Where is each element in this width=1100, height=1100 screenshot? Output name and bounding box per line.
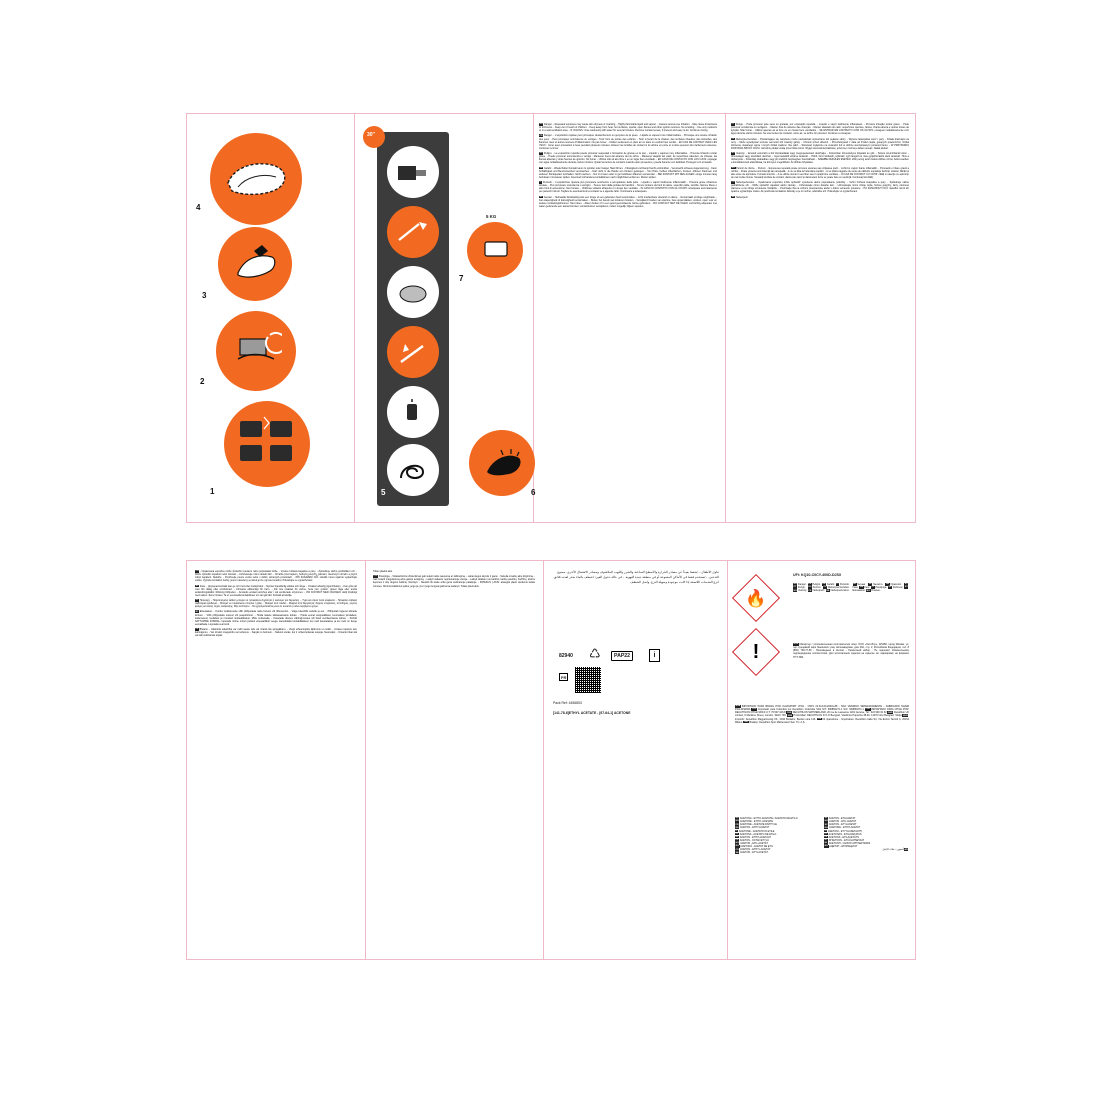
shoe-sole-icon [224,157,290,201]
hazard-text: Fara. - Upprepad kontakt kan ge torr hud eller hudsprickor. - Mycket brandfarlig vätska och ånga. - Orsakar allvarlig ögonirritation. - Kan göra att man blir dåsig eller omtöcknad. - Förvaras oåtkomligt för barn. - Får inte utsättas för värme, heta ytor, gnistor, öppen låga eller andra antändningskällor. Rökning förbjuden. - Används endast utomhus eller i väl ventilerade utrymmen. - VID KONTAKT MED ÖGONEN: skölj försiktigt med vatten i flera minuter. Ta ur eventuella kontaktlinser om det går lätt. Fortsätt att skölja. [195,584,357,597]
glue-swirl-icon [393,454,433,488]
lang-flag: DE [822,583,826,586]
product-name: ACETONE - ETHYL ACETATE [739,820,774,824]
triman-fr-icon: FR [561,674,567,680]
instruction-illustrations [188,115,355,521]
lang-flag: HUN [902,714,908,717]
top-text-column-3 [539,123,717,517]
hazard-word: Opasnost. [890,583,902,586]
hazard-text: Gevaar. - Herhaalde blootstelling kan een droge of een gebarsten huid veroorzaken. - Licht ontvlambare vloeistof en damp. - Veroorzaakt ernstige oogirritatie. - Kan slaperigheid of duizeligheid veroorzaken. - Buiten het bereik van kinderen houden. - Verwijderd houden van warmte, hete oppervlakken, vonken, open vuur en andere ontstekingsbronnen. Niet roken. - Alleen buiten of in een goed geventileerde ruimte gebruiken. - BIJ CONTACT MET DE OGEN: voorzichtig afspoelen met water gedurende een aantal minuten; contactlenzen verwijderen, indien mogelijk; blijven spoelen. [539,195,717,208]
bottom-text-column-2 [373,570,535,954]
hazard-text: Danger. - Repeated exposure may cause skin dryness or cracking. - Highly flammable liquid and vapour. - Causes serious eye irritation. - May cause drowsiness or dizziness. - Keep out of reach of children. - Keep away from heat, hot surfaces, sparks, open flames and other ignition sources. No smoking. - Use only outdoors or in a well-ventilated area. - IF IN EYES: rinse cautiously with water for several minutes. Remove contact lenses, if present and easy to do. Continue rinsing. [539,123,717,133]
hazard-word: Nevarno. [873,583,883,586]
lang-flag: ET [904,586,908,589]
importer-text: Importőr: Decathlon Magyarország Kft., 2040 Budaörs, Baross utca 146. [735,717,816,721]
apply-pressure-icon [395,338,431,368]
hazard-text: Peligro. - La exposición repetida puede provocar sequedad o formación de grietas en la piel. - Líquido y vapores muy inflamables. - Provoca irritación ocular grave. - Puede provocar somnolencia o vértigo - Mantener fuera del alcance de los niños. - Mantener alejado del calor, de superficies calientes, de chispas, las llamas abiertas y otras fuentes de ignición. No fumar. - Utilizar sólo al aire libre o en un lugar bien ventilado. - EN CASO DE CONTACTO CON LOS OJOS: enjuagar con agua cuidadosamente durante varios minutos. Quitar las lentes de contacto cuando estén presentes y pueda hacerse con facilidad. Proseguir con el lavado. [539,152,717,165]
top-leaflet-panel [186,113,916,523]
product-name: ACETONS - ETILACETĀTS [828,835,859,839]
lang-flag: SL [824,817,828,820]
product-name: ACETON - ETHYLACETAT [739,826,770,830]
lang-flag: LT2 [373,575,378,578]
hazard-text: Danger. - L'exposition répétée peut provoquer dessèchement ou gerçures de la peau. - Liquide et vapeurs très inflammables. - Provoque une sévère irritation des yeux. - Peut provoquer somnolence ou vertiges - Tenir hors de portée des enfants. - Tenir à l'écart de la chaleur, des surfaces chaudes, des étincelles, des flammes nues et autres sources d'inflammation. Ne pas fumer. - Utiliser seulement en plein air ou dans un endroit bien ventilé. - EN CAS DE CONTACT AVEC LES YEUX : rincer avec précaution à l'eau pendant plusieurs minutes. Enlever les lentilles de contact si la victime en porte et si elles peuvent être facilement enlevées. Continuer à rincer. [539,134,717,150]
glue-tube-icon [395,158,431,188]
hazard-text: Pavojinga. - Videkartotinis užsiteršimas gali sukelti odos sausumą ar skilinėjimą. - Labai degus skystis ir garai. - Sukelia smarkų akių dirginimą. - Gali sukelti mieguistumą arba galvos svaigimą. - Laikyti vaikams neprieinamoje vietoje. - Laikyti atokiau nuo karščio, karštų paviršių, žiežirbų, atviros liepsnos ir kitų degimo šaltinių. Nerūkyti. - Naudoti tik lauke arba gerai vėdinamoje patalpoje. - PATEKUS Į AKIS: atsargiai plauti vandeniu kelias minutes. Išimti kontaktinius lęšius, jeigu jie yra ir jeigu lengvai galima tai padaryti. Toliau plauti akis. [373,575,535,588]
lang-flag: EN [793,583,797,586]
hazard-text: Pericol de rănire. - Pericol. - Expunerea repetată poate provoca uscarea sau crăparea pielii. - Lichid şi vapori foarte inflamabili. - Provoacă o iritare gravă a ochilor. - Poate provoca somnolenţă sau ameţeală. - A nu se lăsa la îndemâna copiilor. - A se păstra departe de surse de căldură, suprafeţe fierbinţi, scântei, flăcări şi alte surse de aprindere. Fumatul interzis. - A se utiliza numai în aer liber sau în spaţii bine ventilate. - ÎN CAZ DE CONTACT CU OCHII: clătiţi cu atenţie cu apă timp de mai multe minute. Scoateţi lentilele de contact, dacă este cazul şi dacă acest lucru se poate face cu uşurinţă. Continuaţi să clătiţi. [731,166,909,179]
patch-kit-icon [236,415,298,473]
squeeze-bottle-icon [395,398,431,428]
hazard-text: Προσοχή. - Παρατεταμένη έκθεση μπορεί να προκαλέσει ξηρότητα ή σκάσιμο του δέρματος. - Υγρό και ατμοί πολύ εύφλεκτα. - Προκαλεί σοβαρό οφθαλμικό ερεθισμό. - Μπορεί να προκαλέσει υπνηλία ή ζάλη. - Μακριά από παιδιά. - Μακριά από θερμότητα, θερμές επιφάνειες, σπινθήρες, γυμνές φλόγες και άλλες πηγές ανάφλεξης. Μην καπνίζετε. - Να χρησιμοποιείται μόνο σε ανοικτό ή καλά αεριζόμενο χώρο. [195,599,357,609]
hazard-word: Niebezpieczeństwo. [827,586,850,590]
product-name: أسيتون - خلات الإيثيل [882,848,904,852]
timer-label: 30″ [367,132,375,138]
lang-flag: BRA [735,705,741,708]
hazard-text: Perigo. - Pode provocar pele seca ou gretada, por exposição repetida. - Líquido e vapor facilmente inflamáveis. - Provoca irritação ocular grave. - Pode provocar sonolência ou vertigens. - Manter fora do alcance das crianças. - Manter afastado do calor, superfícies quentes, faísca, chama aberta e outras fontes de ignição. Não fumar. - Utilizar apenas ao ar livre ou em locais bem ventilados. - SE ENTRAR EM CONTACTO COM OS OLHOS: enxaguar cuidadosamente com água durante vários minutos. Se usar lentes de contacto, retire-as, se tal lhe for possível. Continue a enxaguar. [731,123,909,136]
lang-flag: LV [824,836,828,839]
info-booklet-icon: i [649,649,660,662]
lang-flag: DE [539,166,543,169]
lang-flag: HR [886,583,890,586]
lang-flag: LT [871,586,875,589]
arabic-hazard-text: تناول الأطفال. - يُحفظ بعيداً عن مصادر الحرارة والأسطح الساخنة والشرر واللهب المكشوف ومصادر الاشتعال الأخرى. ممنوع التدخين. - يُستخدم فقط في الأماكن المفتوحة أو في منطقة جيدة التهوية. - في حالة دخول العين: اشطف بالماء بحذر لعدة دقائق. انزع العدسات اللاصقة إذا كانت موجودة وسهلة النزع. واصل الشطف. [553,570,719,584]
lang-flag: DA [859,586,864,589]
lang-flag: SRB [787,714,793,717]
importer-text: IMPORTADO PARA BRASIL POR IGUASPORT LTDA - CNPJ 02.314.041/0001-88 - NÃO VENDIDO SEPARADAMENTE - FABRICADO NA/EM INGLATERRA [735,705,909,712]
product-name: ACETONA - ACETATO DE ETILO [739,832,777,836]
lang-flag: RO [735,845,739,848]
hazard-word: Опасно. [871,589,881,593]
lang-flag: ES [735,817,739,820]
lang-flag: SV [824,823,828,826]
lang-flag: PL [823,586,827,589]
weight-on-patch-icon [479,236,513,266]
lang-flag: ES [539,152,543,155]
lang-flag: NL [735,836,739,839]
hazard-word: Perigo. [797,586,806,590]
product-name: ΑΚΕΤΟΝΗ - ΟΞΙΚΟΣ ΑΙΘΥΛΕΣΤΕΡΑΣ [828,842,871,845]
step-number-2: 2 [200,377,205,386]
importer-text: İthalatçı: Decathlon Spor Malzemeleri San. Tic. A.Ş. [749,720,806,724]
lang-flag: PT [793,586,797,589]
bottom-leaflet-panel [186,560,916,960]
qr-code [575,667,601,693]
spread-glue-icon [395,218,431,248]
lang-flag: FR [539,134,543,137]
product-name: ACETONE - ACETATO DI ETILE [738,829,775,833]
lang-flag: PT [735,832,739,835]
importer-text: Importado para Colombia por Decathlon Colombia SAS NIT: 900860271-1 SIC: 900860271-1 [758,708,864,712]
step-number-7: 7 [459,274,464,283]
lang-flag: EN [539,123,543,126]
lang-flag: HU [735,842,739,845]
product-name: ACETÓN - ETYLACETÁT [739,851,769,855]
product-name: ACÉTONE - ACÉTATE D'ÉTHYLE [739,823,777,827]
lang-flag: EL [824,842,828,845]
lang-flag: ITA [817,717,822,720]
hazard-text: Pericolo. - L'esposizione ripetuta può provocare secchezza o screpolature della pelle. - Liquido e vapori facilmente infiammabili. - Provoca grave irritazione oculare. - Può provocare sonnolenza o vertigini. - Tenere fuori dalla portata dei bambini. - Tenere lontano da fonti di calore, superfici calde, scintille, fiamme libere o altre fonti di accensione. Non fumare. - Utilizzare soltanto all'aperto o in luogo ben ventilato. - IN CASO DI CONTATTO CON GLI OCCHI: sciacquare accuratamente per parecchi minuti. Togliere le eventuali lenti a contatto se è agevole farlo. Continuare a sciacquare. [539,181,717,194]
lang-flag: RO [731,166,735,169]
lang-flag: CS [808,589,812,592]
ufi-code: UFI: KQ10-C0CY-400D-DJSX [793,573,842,577]
hazard-text: Ettevaatust. - Korduv kokkupuude võib põhjustada naha kuivust või lõhenemist. - Väga tuleohtlik vedelik ja aur. - Põhjustab tugevat silmade ärritust. - Võib põhjustada unisust või peapööritust. - Hoida lastele kättesaamatus kohas. - Hoida eemal soojusallikast, kuumadest pindadest, sädemetest, leekidest ja muudest süüteallikatest. Mitte suitsetada. - Kasutada üksnes välitingimustes või hästi ventileeritavas kohas. - SILMA SATTUMISE KORRAL: loputada mitme minuti jooksul ettevaatlikult veega. Eemaldada kontaktläätsed, kui neid kasutatakse ja kui neid on kerge eemaldada. Loputada veel kord. [195,610,357,626]
step-number-4: 4 [196,203,201,212]
product-name: ATSETOON - ETÜÜLATSETAAT [828,838,865,842]
hazard-word: Pavojinga. [875,586,887,590]
lang-flag: AR [904,848,908,851]
finished-shoe-icon [483,446,523,482]
exclamation-hazard-icon: ! [732,628,780,676]
hazard-word: Veszély. [798,589,807,593]
hazard-word: Nebezpečí. [812,589,825,593]
hazard-word: Pericolo. [840,583,850,586]
lang-flag: SK [826,589,830,592]
hazard-word: Nebezpečenstvo. [830,589,850,593]
hazard-word: Danger. [797,583,807,586]
hazard-text: Nebezpečí. [735,195,749,199]
press-patch-icon [395,278,431,308]
lang-flag: EN [735,820,739,823]
hazard-text: Bīstami. - Atkārtota iedarbība var radīt sausu ādu vai izraisīt tās sprēgāšanu. - Viegli uzliesmojošs šķidrums un tvaiki. - Izraisa nopietnu acu kairinājumu. - Var izraisīt miegainību vai reiboņus. - Sargāt no bērniem. - Nelietot vietās, kur ir uzliesmošanas iespēja. Nesmēķēt. - Izmantot tikai ārā vai labi vēdināmās telpās. [195,628,357,638]
hazard-text: Veszély. - Ismételt expozíció a bőr kiszáradását vagy megrepedezését okozhatja. - Fokozottan tűzveszélyes folyadék és gőz. - Súlyos szemirritációt okoz. - Álmosságot vagy szédülést okozhat. - Gyermekektől elzárva tartandó. - Hőtől, forró felülettől, szikrától, nyílt lángtól és más gyújtóforrástól távol tartandó. Tilos a dohányzás. - Kizárólag szabadban vagy jól szellőző helyiségben használható. - SZEMBE KERÜLÉS ESETÉN: több percig tartó óvatos öblítés vízzel. Adott esetben a kontaktlencsék eltávolítása, ha könnyen megoldható. Az öblítés folytatása. [731,152,909,165]
lang-flag: FR [735,823,739,826]
pap-code: PAP22 [611,651,633,661]
product-name: ACETONAS - ETILACETATAS [828,832,862,836]
flame-hazard-icon: 🔥 [732,574,780,622]
lang-flag: PL [735,839,739,842]
bottom-text-column-1 [195,570,357,954]
product-name: ACETON - OCTAN ETYLU [739,838,769,842]
lang-flag: ET [824,839,828,842]
hazard-word-list [793,583,909,639]
product-name-block [735,817,909,855]
hazard-word: Gefahr. [826,583,835,586]
step-strip [377,132,449,506]
lang-flag: TUR [743,720,749,723]
step-number-1: 1 [210,487,215,496]
importer-text: Decathlon UK Limited, 9 Maritime Street, London, SE16 7FU [735,711,909,718]
lang-flag: SV [904,583,908,586]
product-name: ACETON - ETILACETAT [828,817,856,820]
product-name: АЦЕТОН - ЕТИЛАЦЕТАТ [829,845,858,849]
hazard-text: Niebezpieczeństwo. - Powtarzające się narażenie może powodować wysuszanie lub pękanie skóry. - Wysoce łatwopalna ciecz i pary. - Działa drażniąco na oczy. - Może wywoływać uczucie senności lub zawroty głowy. - Chronić przed dziećmi. - Przechowywać z dala od źródeł ciepła, gorących powierzchni, źródeł iskrzenia, otwartego ognia i innych źródeł zapłonu. Nie palić. - Stosować wyłącznie na zewnątrz lub w dobrze wentylowanym pomieszczeniu. - W PRZYPADKU DOSTANIA SIĘ DO OCZU: ostrożnie płukać wodą przez kilka minut. Wyjąć soczewki kontaktowe, jeżeli są i można je łatwo usunąć. Nadal płukać. [731,137,909,150]
lang-flag: HU [731,152,735,155]
lang-flag: CS [731,181,735,184]
product-name: ACETON - ETYLACETAT [828,823,857,827]
lang-flag: RO [808,586,812,589]
product-name: ACETONĂ - ACETAT DE ETIL [740,845,774,849]
lang-flag: CHE [786,711,792,714]
lang-flag: ET [195,610,199,613]
lang-flag: LV [195,628,199,631]
lang-flag: DE [735,826,739,829]
product-name: ASETONI - ETYYLIASETAATTI [827,829,863,833]
lang-flag: IT [836,583,839,586]
importer-text: Proizvođač: DECATHLON D.O.O Beograd, Vladimira Popovića 38-40, 11070 Novi Beograd, Srbija [793,714,902,718]
top-text-column-4 [731,123,909,517]
hazard-word: Fara. [852,586,859,590]
lang-flag: SK [735,851,739,854]
ean-number: 82940 [559,653,573,659]
lang-flag: FI [824,829,827,832]
importers-block [735,705,909,724]
cas-numbers: [141-78-6]ETHYL ACETATE - [67-64-1] ACETONE [553,711,631,715]
hazard-text: - Opakovaná expozice může způsobit vysušení nebo popraskání kůže. - Vysoce hořlavá kapalina a páry. - Způsobuje vážné podráždění očí. - Může způsobit ospalost nebo závratě. - Uchovávejte mimo dosah dětí. - Chraňte před teplem, horkými povrchy, jiskrami, otevřeným ohněm a jinými zdroji zapálení. Nekuřte. - Používejte pouze venku nebo v dobře větraných prostorách. - PŘI ZASAŽENÍ OČÍ: několik minut opatrně vyplachujte vodou. Vyjměte kontaktní čočky, jsou-li nasazeny a pokud je lze vyjmout snadno. Pokračujte ve vyplachování. [195,570,357,583]
lang-flag: HR [824,820,828,823]
lang-flag: SK [731,195,735,198]
importer-text: DECATHLON SWITZERLAND, 20 rue de Lausanne 1201 Genève, Tel : 022 900 32 32 [792,711,887,715]
importer-text: Kit riparazione - Importatore: Decathlon Italia Srl, Via Enrico Tazzoli 6, 20154 Milano [735,717,909,724]
lang-flag: LT [824,832,828,835]
hand-brush-icon [232,243,280,287]
lang-flag: NL [853,583,857,586]
pack-ref: Pack Ref: 4456853 [553,701,582,705]
lang-flag: IT [735,829,738,832]
weight-badge: 5 KG [486,214,497,219]
lang-flag: EL [195,599,199,602]
russia-importer-block [793,643,909,659]
lang-flag: CS [735,848,739,851]
lang-flag: BG [824,845,828,848]
lang-flag: HU [793,589,797,592]
product-name: ACETON - ETIL ACETAT [829,820,857,824]
lang-flag: CHL [865,708,871,711]
hazard-word: Fare. [864,586,871,590]
lang-flag: BG [866,589,870,592]
importer-text: Импортер / уполномоченная изготовителем лицо: ООО «Октоблу», 115280, город Москва, ул. тер. кунцевкий парк Ленинских улиц Автозаводская, дом 23А, стр. 2, Российская Федерация, тел. 8 (800) 700-77-66 - Произведено в Англии - Ремонтный набор - Не подлежит обязательному подтверждению соответствия. Для изготовления изделия на изделие см. маркировку на формате ГГГГ-ММ. [793,643,909,659]
lang-flag: IT [539,181,542,184]
continuation-text: Toliau plaukti akis. [373,570,393,573]
hazard-word: Pericol. [812,586,821,590]
lang-flag: CS [195,570,199,573]
sanding-block-icon [232,329,282,375]
lang-flag: RUS [793,643,799,646]
lang-flag: DA [824,826,828,829]
hazard-word: Peligro. [812,583,821,586]
lang-flag: ES [808,583,812,586]
lang-flag: EL [888,586,892,589]
step-number-6: 6 [531,488,536,497]
lang-flag: NL [539,195,543,198]
recycle-icon: ♺ [589,646,601,661]
hazard-word: Gevaar. [857,583,866,586]
hazard-text: Gefahr. - Wiederholter Kontakt kann zu spröder oder rissiger Haut führen. - Flüssigkeit und Dampf leicht entzündbar. - Verursacht schwere Augenreizung. - Kann Schläfrigkeit und Benommenheit verursachen. - Darf nicht in die Hände von Kindern gelangen. - Von Hitze, heißen Oberflächen, Funken, offenen Flammen und anderen Zündquellen fernhalten. Nicht rauchen. - Nur im Freien oder in gut belüfteten Räumen verwenden. - BEI KONTAKT MIT DEN AUGEN: einige minuten lang behutsam mit wasser spülen. Eventuell vorhandene kontaktlinsen nach möglichkeit entfernen. Weiter spülen. [539,166,717,179]
step-number-5: 5 [381,488,386,497]
lang-flag: SL [868,583,872,586]
lang-flag: PT [731,123,735,126]
lang-flag: PL [731,137,735,140]
importer-text: IMPORTADO PARA CHILE POR: DECATHLON CHILE SPA R.U.T. 76.507.443-8 [735,708,909,715]
step-number-3: 3 [202,291,207,300]
product-name: ACETONA - ETHYL ACETATE / ACETATO DE ETILO [739,817,798,820]
product-name: ACETONE - ETHYLACETAT [829,826,861,830]
hazard-word: Κίνδυνος. [892,586,904,590]
hazard-text: Nebezpečenstvo. - Opakovaná expozícia môže spôsobiť vysušenie alebo popraskanie pokožky. - Veľmi horľavá kvapalina a pary. - Spôsobuje vážne podráždenie očí. - Môže spôsobiť ospalosť alebo závraty. - Uchovávajte mimo dosahu detí. - Uchovávajte mimo zdroje tepla, horúce povrchy, iskry, otvorené plamene a iné zdroje vznietenia. Nefajčite. - Používajte iba na voľnom priestranstve alebo v dobre vetranom priestore. - PO ZASIAHNUTÍ OČÍ: niekoľko minút ich opatrne vyplachujte vodou. Ak používate kontaktné šošovky a je to možné, odstráňte ich. Pokračujte vo vyplachovaní. [731,181,909,194]
lang-flag: GBR [887,711,893,714]
product-name: ACETON - ETHYLACETAAT [739,835,771,839]
lang-flag: SV [195,584,199,587]
hazard-word: Ettevaatust. [852,589,866,593]
product-name: ACETON - ETIL-ACETÁT [740,842,768,845]
lang-flag: COL [752,708,757,711]
product-name: ACETON - ETHYL-ACETÁT [739,848,771,852]
